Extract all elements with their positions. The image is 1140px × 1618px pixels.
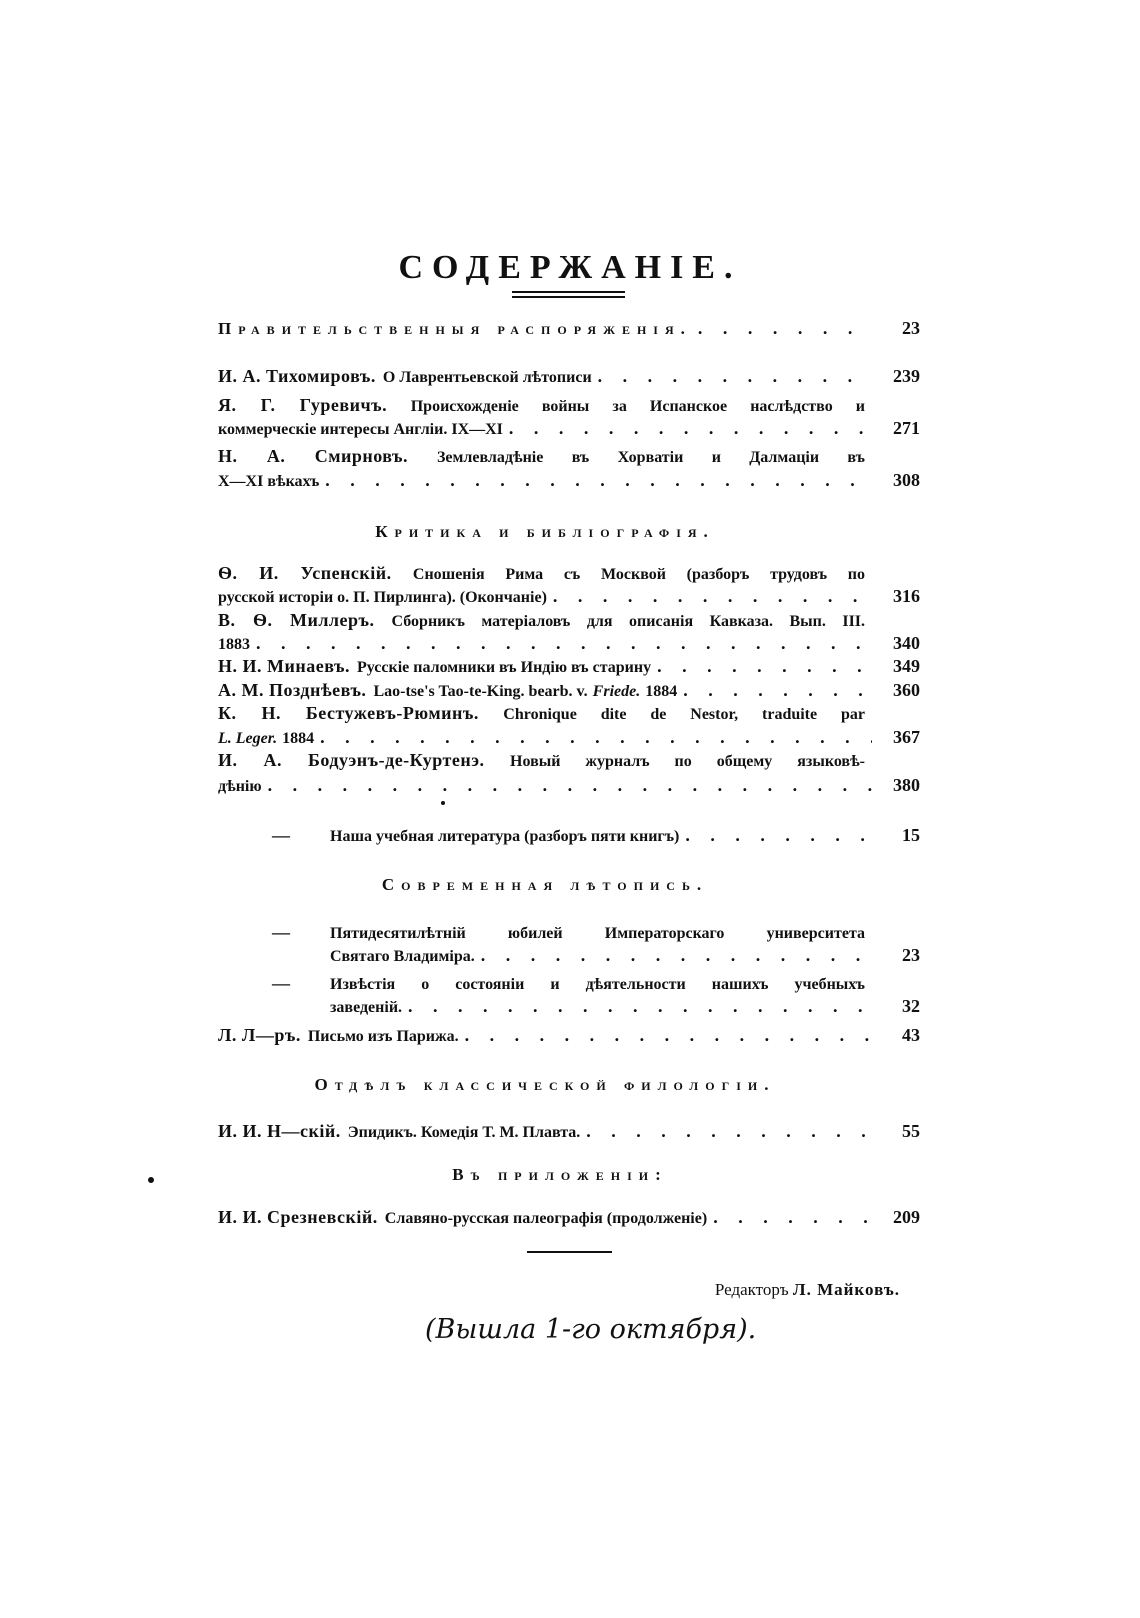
section-heading-appendix: Въ приложеніи: (452, 1165, 668, 1184)
entry-title: Происхожденіе войны за Испанское наслѣдство и (410, 398, 866, 415)
toc-entry (218, 364, 920, 388)
toc-entry-continuation (330, 994, 920, 1018)
toc-entry-continuation (330, 943, 920, 967)
entry-title: Русскіе паломники въ Индію въ старину (357, 659, 652, 676)
editor-name: Л. Майковъ. (792, 1280, 900, 1299)
toc-entry (218, 1023, 920, 1047)
page-number: 43 (902, 1025, 920, 1045)
page-number: 209 (893, 1207, 920, 1227)
toc-entry (218, 701, 865, 727)
entry-author: Я. Г. Гуревичъ. (218, 395, 388, 415)
handwritten-release-note: (Вышла 1-го октября). (425, 1314, 757, 1345)
page-number: 23 (902, 318, 920, 338)
leader-dots (465, 1023, 872, 1047)
entry-title: Славяно-русская палеографія (продолженіе) (384, 1210, 708, 1227)
page-number: 380 (893, 775, 920, 795)
entry-title: О Лаврентьевской лѣтописи (382, 369, 592, 386)
entry-title: Сношенія Рима съ Москвой (разборъ трудовъ по (412, 566, 866, 583)
leader-dots (325, 468, 872, 492)
entry-author: И. И. Срезневскій. (218, 1207, 378, 1227)
page-number: 239 (893, 366, 920, 386)
leader-dots (256, 631, 872, 655)
toc-entry (218, 678, 920, 702)
page-number: 340 (893, 633, 920, 653)
entry-title: русской исторіи о. П. Пирлинга). (Окончаніе) (218, 589, 547, 606)
dash-marker: — (272, 922, 290, 942)
entry-title: Святаго Владиміра. (330, 948, 475, 965)
toc-entry (218, 444, 865, 470)
entry-author: Н. А. Смирновъ. (218, 446, 409, 466)
leader-dots (481, 943, 872, 967)
entry-title: коммерческіе интересы Англіи. IX—XI (218, 421, 503, 438)
page-number: 15 (902, 825, 920, 845)
entry-title: Новый журналъ по общему языковѣ- (510, 753, 866, 770)
toc-entry (218, 748, 865, 774)
entry-title: Lao-tse's Tao-te-King. bearb. v. (373, 683, 588, 700)
page-number: 23 (902, 945, 920, 965)
title-rule-top (512, 291, 625, 293)
ink-speck (148, 1177, 154, 1183)
entry-author: А. М. Позднѣевъ. (218, 680, 367, 700)
page-number: 271 (893, 418, 920, 438)
leader-dots (713, 1205, 872, 1229)
footer-rule (527, 1251, 612, 1253)
entry-title: 1883 (218, 636, 250, 653)
entry-title: заведеній. (330, 999, 403, 1016)
leader-dots (408, 994, 872, 1018)
leader-dots (685, 823, 872, 847)
entry-title-italic: Friede. (592, 683, 641, 700)
editor-label: Редакторъ (714, 1280, 789, 1299)
leader-dots (683, 678, 872, 702)
toc-entry-continuation (218, 416, 920, 440)
entry-author: И. А. Тихомировъ. (218, 366, 376, 386)
toc-entry-continuation (218, 631, 920, 655)
entry-year: 1884 (282, 730, 315, 747)
entry-title: дѣнію (218, 778, 262, 795)
toc-entry (218, 654, 920, 678)
section-heading-government: Правительственныя распоряженія. (218, 319, 692, 338)
ink-speck (441, 801, 445, 805)
page-number: 349 (893, 656, 920, 676)
title-rule-bottom (512, 296, 625, 298)
leader-dots (598, 364, 872, 388)
entry-title: Пятидесятилѣтній юбилей Императорскаго университета (330, 925, 865, 942)
toc-entry-government (218, 316, 920, 340)
page-number: 32 (902, 996, 920, 1016)
entry-title: Землевладѣніе въ Хорватіи и Далмаціи въ (436, 449, 866, 466)
entry-title: Письмо изъ Парижа. (307, 1028, 459, 1045)
entry-title: Сборникъ матеріаловъ для описанія Кавказа. Вып. III. (391, 613, 866, 630)
toc-entry-continuation (218, 725, 920, 749)
toc-entry-continuation (218, 468, 920, 492)
entry-title-italic: L. Leger. (218, 730, 278, 747)
page-number: 308 (893, 470, 920, 490)
leader-dots (586, 1119, 872, 1143)
leader-dots (268, 773, 872, 797)
entry-title: Наша учебная литература (разборъ пяти книгъ) (330, 828, 680, 845)
entry-author: Л. Л—ръ. (218, 1025, 301, 1045)
entry-title: Извѣстія о состояніи и дѣятельности нашихъ учебныхъ (330, 976, 865, 993)
entry-author: К. Н. Бестужевъ-Рюминъ. (218, 703, 479, 723)
section-heading-classical: Отдѣлъ классической филологіи. (314, 1075, 776, 1094)
entry-year: 1884 (645, 683, 678, 700)
toc-entry-continuation (218, 584, 920, 608)
section-heading-criticism: Критика и библіографія. (375, 522, 715, 541)
entry-author: Ѳ. И. Успенскій. (218, 563, 392, 583)
leader-dots (657, 654, 872, 678)
toc-entry-continuation (218, 773, 920, 797)
entry-author: Н. И. Минаевъ. (218, 656, 350, 676)
entry-title: X—XI вѣкахъ (218, 473, 320, 490)
entry-author: В. Ѳ. Миллеръ. (218, 610, 375, 630)
section-heading-chronicle: Современная лѣтопись. (381, 875, 709, 894)
leader-dots (698, 316, 872, 340)
dash-marker: — (272, 973, 290, 993)
entry-author: И. А. Бодуэнъ-де-Куртенэ. (218, 750, 485, 770)
page-number: 367 (893, 727, 920, 747)
entry-title: Эпидикъ. Комедія Т. М. Плавта. (347, 1124, 581, 1141)
leader-dots (320, 725, 872, 749)
page-number: 55 (902, 1121, 920, 1141)
leader-dots (553, 584, 872, 608)
editor-line (715, 1278, 900, 1302)
entry-author: И. И. Н—скій. (218, 1121, 341, 1141)
page-number: 316 (893, 586, 920, 606)
entry-title: Chronique dite de Nestor, traduite par (503, 706, 866, 723)
leader-dots (509, 416, 872, 440)
toc-entry (218, 1205, 920, 1229)
toc-entry (218, 1119, 920, 1143)
dash-marker: — (272, 825, 290, 845)
page-title: СОДЕРЖАНІЕ. (398, 249, 742, 286)
page-number: 360 (893, 680, 920, 700)
toc-entry (272, 823, 920, 847)
